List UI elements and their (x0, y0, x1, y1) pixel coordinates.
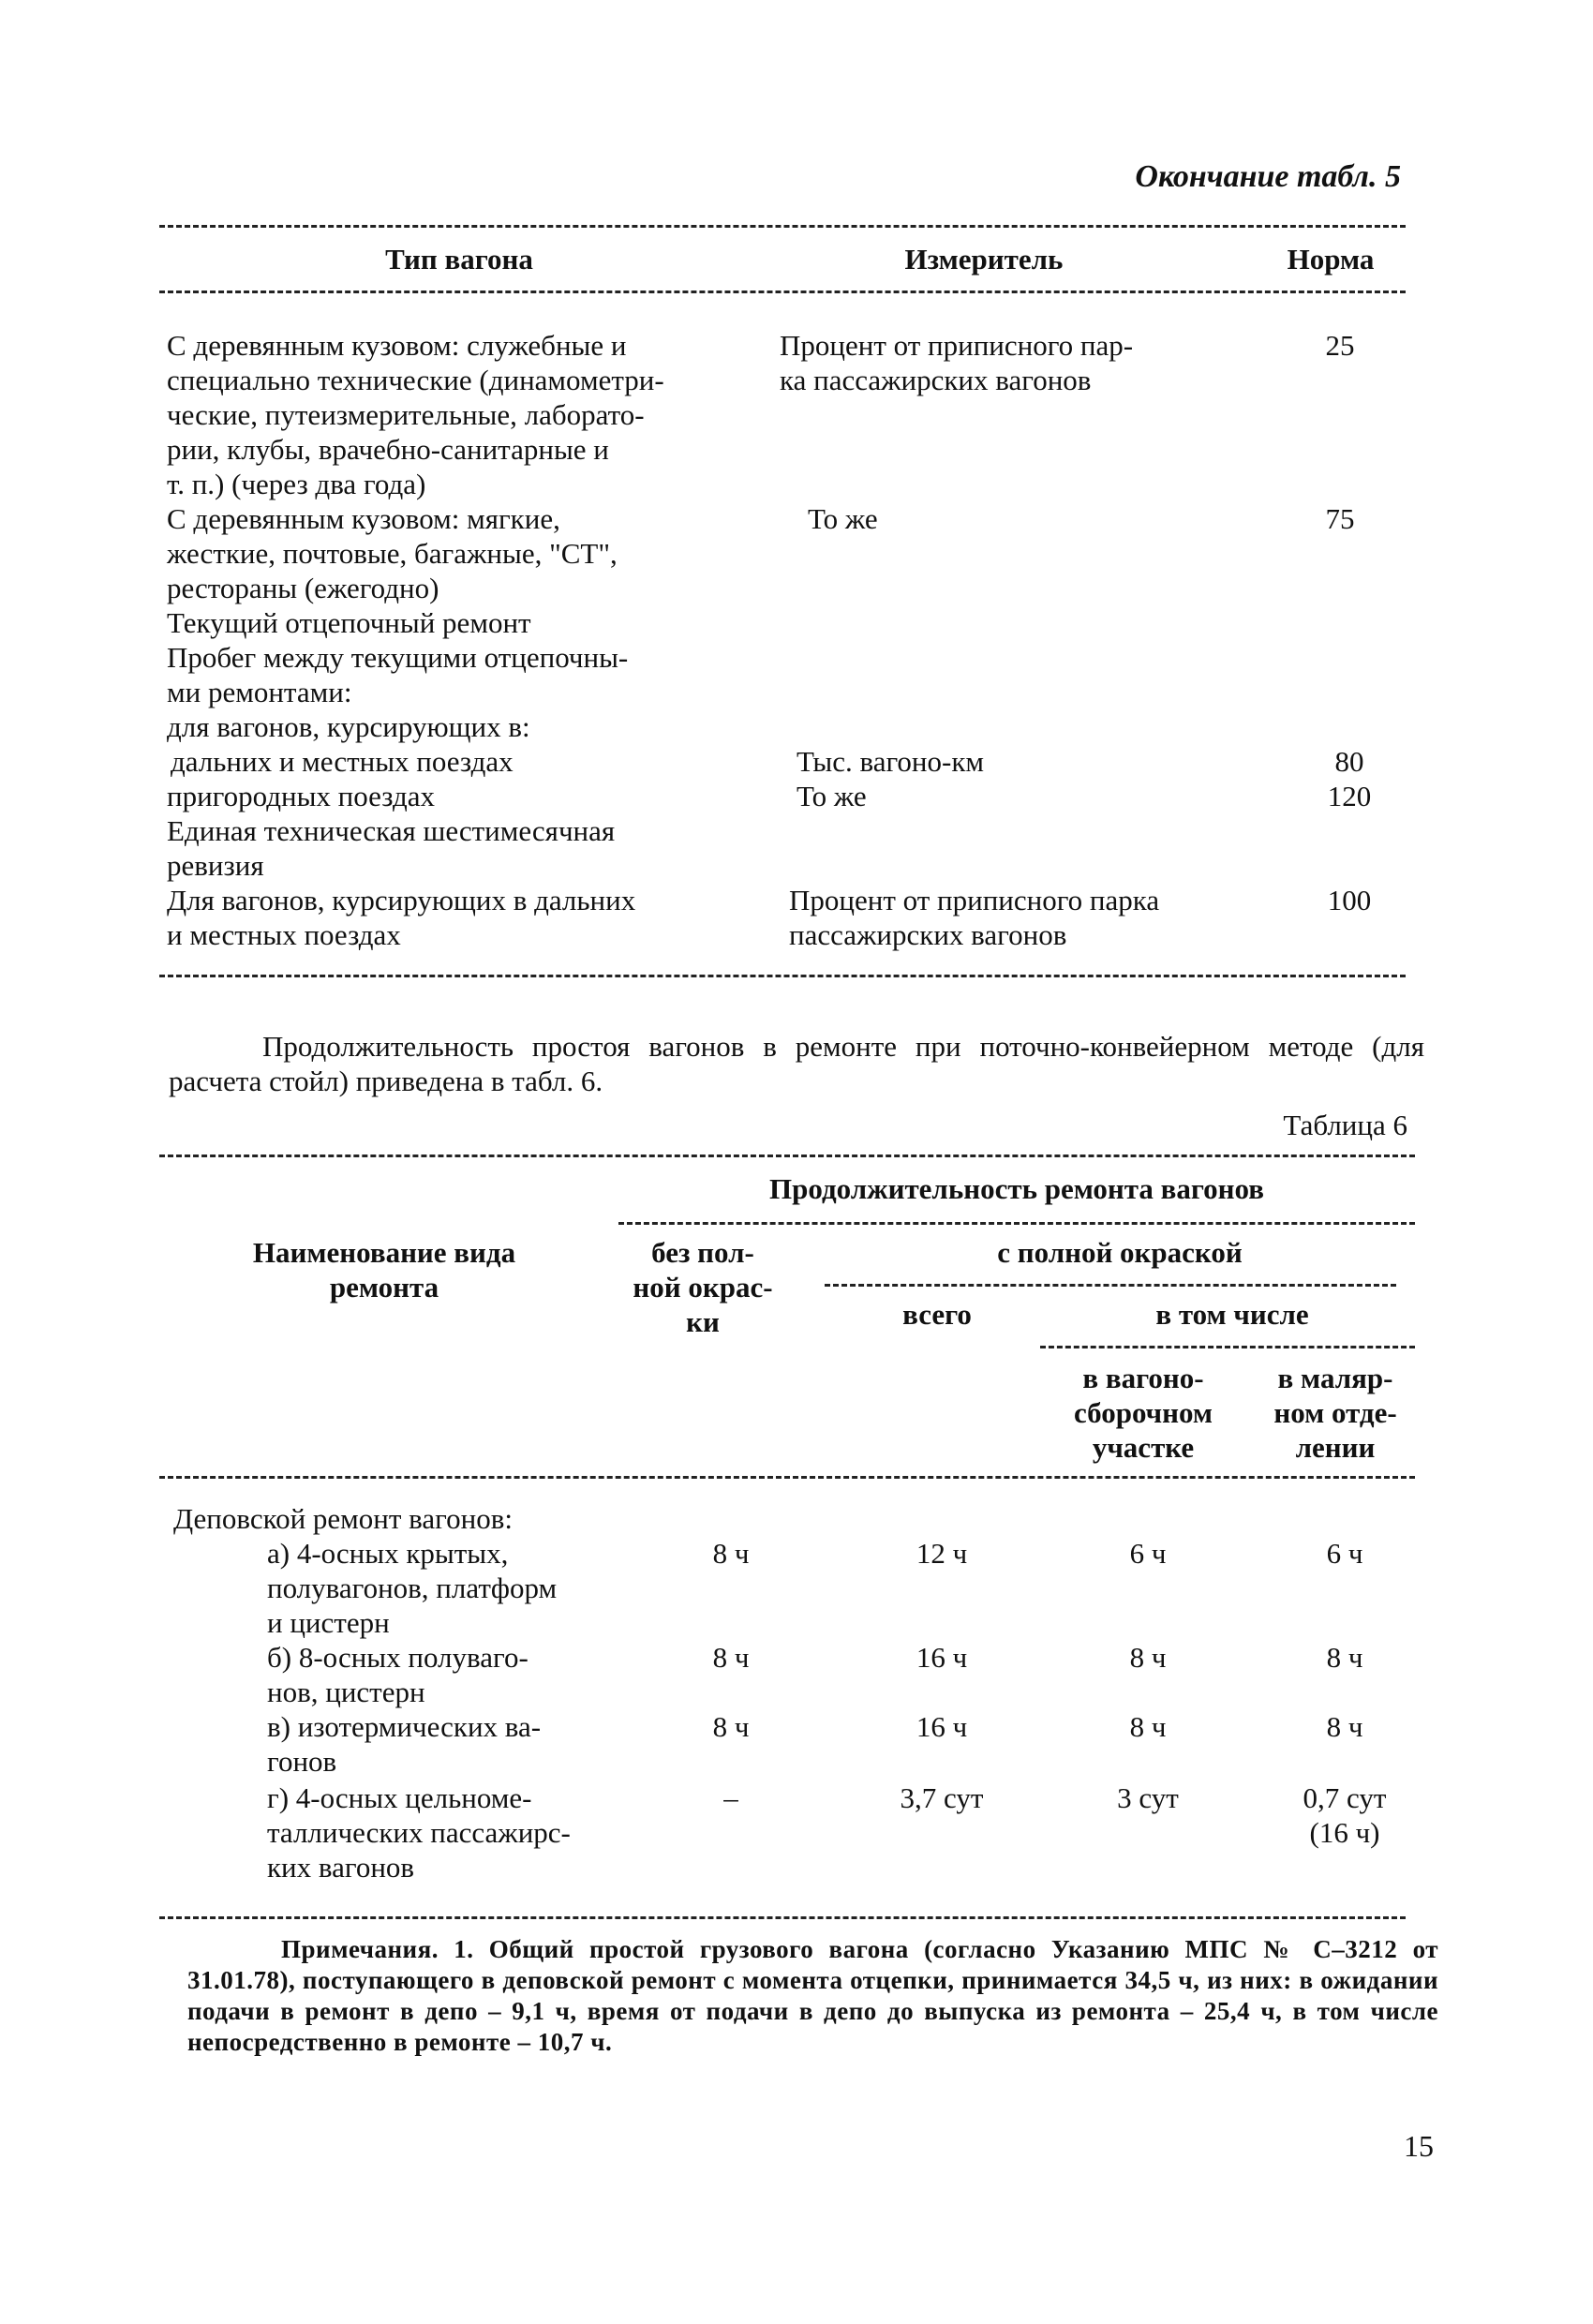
table-5-row-type: для вагонов, курсирующих в: (167, 710, 530, 743)
page-number: 15 (1404, 2129, 1434, 2163)
table-6-row-paint-shop: 0,7 сут (16 ч) (1303, 1781, 1387, 1849)
table-5-row-type: Пробег между текущими отцепочны- ми ремонтами: (167, 641, 629, 708)
table-6-row-total: 12 ч (916, 1537, 968, 1570)
table-6-row-no-paint: – (723, 1781, 738, 1814)
table-6-group-title: Деповской ремонт вагонов: (173, 1502, 513, 1535)
table-6-col-including: в том числе (1155, 1298, 1309, 1331)
table-6-group-header: Продолжительность ремонта вагонов (768, 1172, 1265, 1205)
table-6-col-paint-shop: в маляр- ном отде- лении (1273, 1362, 1397, 1464)
table-5-row-type: С деревянным кузовом: мягкие, жесткие, почтовые, багажные, "СТ", рестораны (ежегодно) (167, 502, 618, 604)
table-6-row-total: 16 ч (916, 1710, 968, 1743)
table-5-row-type: Текущий отцепочный ремонт (167, 606, 531, 639)
table-5-row-unit: То же (808, 502, 878, 535)
table-6-row-paint-shop: 8 ч (1326, 1641, 1363, 1674)
table-5-row-type: Единая техническая шестимесячная ревизия (167, 814, 616, 882)
table-5-col-unit: Измеритель (904, 243, 1064, 276)
table-6-row-total: 16 ч (916, 1641, 968, 1674)
table-5-row-unit: Процент от приписного пар- ка пассажирских вагонов (780, 329, 1134, 396)
body-paragraph: Продолжительность простоя вагонов в ремонте при поточно-конвейерном методе (для расчета стойл) приведена в табл. 6. (169, 1030, 1424, 1097)
table-6-full-paint-rule (825, 1284, 1396, 1287)
table-6-row-name: а) 4-осных крытых, полувагонов, платформ и цистерн (267, 1537, 558, 1639)
table-6-bottom-rule (159, 1916, 1406, 1919)
table-5-row-norm: 100 (1327, 884, 1372, 916)
table-6-including-rule (1040, 1346, 1415, 1348)
table-5-row-norm: 25 (1325, 329, 1355, 362)
table-6-row-assembly: 8 ч (1129, 1710, 1167, 1743)
table-6-top-rule (159, 1155, 1415, 1157)
table-6-col-assembly: в вагоно- сборочном участке (1073, 1362, 1213, 1464)
table-6-row-no-paint: 8 ч (712, 1537, 750, 1570)
table-6-col-name: Наименование вида ремонта (252, 1236, 516, 1304)
table-6-col-no-paint: без пол- ной окрас- ки (633, 1236, 773, 1338)
table-6-col-total: всего (902, 1298, 972, 1331)
table-5-row-unit: Тыс. вагоно-км (796, 745, 985, 778)
table-5-col-type: Тип вагона (385, 243, 533, 276)
table-5-bottom-rule (159, 975, 1406, 977)
table-5-row-type: С деревянным кузовом: служебные и специально технические (динамометри- ческие, путеизмерительные, лаборато- рии, клубы, врачебно-санитарные и т. п.) (через два года) (167, 329, 664, 500)
table-note: Примечания. 1. Общий простой грузового вагона (согласно Указанию МПС № С–3212 от 31.01.78), поступающего в деповской ремонт с момента отцепки, принимается 34,5 ч, из них: в ожидании подачи в ремонт в депо – 9,1 ч, время от подачи в депо до выпуска из ремонта – 25,4 ч, в том числе непосредственно в ремонте – 10,7 ч. (187, 1935, 1438, 2056)
table-6-row-assembly: 6 ч (1129, 1537, 1167, 1570)
table-6-header-rule (159, 1476, 1415, 1479)
table-6-row-name: в) изотермических ва- гонов (267, 1710, 542, 1778)
table-6-row-assembly: 3 сут (1117, 1781, 1179, 1814)
table-5-row-norm: 120 (1327, 780, 1372, 812)
table-6-row-name: б) 8-осных полуваго- нов, цистерн (267, 1641, 529, 1708)
table-5-row-unit: То же (796, 780, 867, 812)
table-5-top-rule (159, 225, 1406, 228)
table-6-group-rule (618, 1222, 1415, 1225)
table-5-row-type: пригородных поездах (167, 780, 435, 812)
table-5-row-type: дальних и местных поездах (171, 745, 514, 778)
table-6-row-no-paint: 8 ч (712, 1710, 750, 1743)
table-5-col-norm: Норма (1287, 243, 1375, 276)
table-6-row-name: г) 4-осных цельноме- таллических пассажирс- ких вагонов (267, 1781, 571, 1884)
table-6-label: Таблица 6 (1283, 1109, 1407, 1141)
table-5-header-rule (159, 290, 1406, 293)
table-6-row-assembly: 8 ч (1129, 1641, 1167, 1674)
table-6-row-total: 3,7 сут (900, 1781, 984, 1814)
table-6-row-paint-shop: 6 ч (1326, 1537, 1363, 1570)
table-continuation-title: Окончание табл. 5 (1135, 159, 1401, 194)
table-5-row-norm: 75 (1325, 502, 1355, 535)
table-5-row-norm: 80 (1334, 745, 1364, 778)
table-6-row-no-paint: 8 ч (712, 1641, 750, 1674)
table-5-row-unit: Процент от приписного парка пассажирских вагонов (789, 884, 1160, 951)
table-6-row-paint-shop: 8 ч (1326, 1710, 1363, 1743)
table-6-col-full-paint: с полной окраской (997, 1236, 1243, 1269)
table-5-row-type: Для вагонов, курсирующих в дальних и местных поездах (167, 884, 636, 951)
